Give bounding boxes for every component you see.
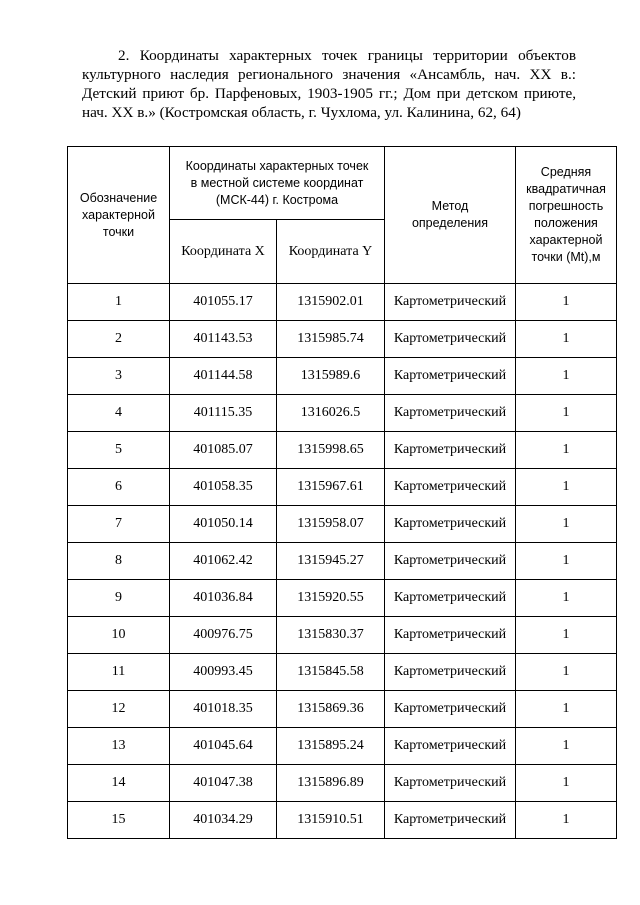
table-row: [68, 395, 617, 432]
cell-method: Картометрический: [385, 469, 516, 506]
cell-error: 1: [516, 580, 617, 617]
header-coord-x: Координата X: [170, 220, 277, 284]
cell-error: 1: [516, 506, 617, 543]
cell-coord-y: 1315902.01: [277, 284, 385, 321]
cell-method: Картометрический: [385, 580, 516, 617]
cell-method: Картометрический: [385, 728, 516, 765]
table-row: [68, 580, 617, 617]
cell-method: Картометрический: [385, 543, 516, 580]
cell-method: Картометрический: [385, 321, 516, 358]
cell-error: 1: [516, 358, 617, 395]
document-heading: [82, 46, 576, 122]
cell-coord-x: 400976.75: [170, 617, 277, 654]
table-row: [68, 691, 617, 728]
cell-coord-x: 400993.45: [170, 654, 277, 691]
cell-coord-x: 401085.07: [170, 432, 277, 469]
cell-method: Картометрический: [385, 765, 516, 802]
cell-coord-y: 1315830.37: [277, 617, 385, 654]
table-body: [68, 284, 617, 839]
cell-error: 1: [516, 395, 617, 432]
cell-point-number: 6: [68, 469, 170, 506]
cell-method: Картометрический: [385, 691, 516, 728]
cell-coord-x: 401050.14: [170, 506, 277, 543]
cell-coord-x: 401018.35: [170, 691, 277, 728]
cell-error: 1: [516, 432, 617, 469]
table-row: [68, 358, 617, 395]
cell-point-number: 11: [68, 654, 170, 691]
table-row: [68, 432, 617, 469]
cell-coord-y: 1315998.65: [277, 432, 385, 469]
cell-point-number: 3: [68, 358, 170, 395]
cell-coord-y: 1315985.74: [277, 321, 385, 358]
cell-point-number: 9: [68, 580, 170, 617]
table-row: [68, 506, 617, 543]
header-coord-y: Координата Y: [277, 220, 385, 284]
cell-coord-y: 1315989.6: [277, 358, 385, 395]
cell-coord-y: 1315896.89: [277, 765, 385, 802]
cell-coord-x: 401143.53: [170, 321, 277, 358]
cell-coord-y: 1315920.55: [277, 580, 385, 617]
table-row: [68, 469, 617, 506]
cell-coord-x: 401062.42: [170, 543, 277, 580]
cell-method: Картометрический: [385, 802, 516, 839]
cell-method: Картометрический: [385, 284, 516, 321]
cell-point-number: 12: [68, 691, 170, 728]
cell-coord-x: 401036.84: [170, 580, 277, 617]
cell-error: 1: [516, 802, 617, 839]
cell-method: Картометрический: [385, 432, 516, 469]
coordinates-table: [67, 146, 617, 839]
cell-method: Картометрический: [385, 617, 516, 654]
cell-point-number: 5: [68, 432, 170, 469]
cell-method: Картометрический: [385, 358, 516, 395]
header-method: Метод определения: [385, 147, 516, 284]
cell-error: 1: [516, 765, 617, 802]
cell-coord-x: 401115.35: [170, 395, 277, 432]
cell-point-number: 4: [68, 395, 170, 432]
cell-coord-y: 1315845.58: [277, 654, 385, 691]
table-row: [68, 284, 617, 321]
cell-error: 1: [516, 543, 617, 580]
cell-error: 1: [516, 728, 617, 765]
cell-point-number: 2: [68, 321, 170, 358]
header-coordinates: Координаты характерных точек в местной системе координат (МСК-44) г. Кострома: [170, 147, 385, 220]
cell-method: Картометрический: [385, 506, 516, 543]
table-row: [68, 617, 617, 654]
header-error: Средняя квадратичная погрешность положения характерной точки (Mt),м: [516, 147, 617, 284]
cell-point-number: 1: [68, 284, 170, 321]
cell-error: 1: [516, 469, 617, 506]
cell-coord-y: 1315945.27: [277, 543, 385, 580]
cell-coord-x: 401034.29: [170, 802, 277, 839]
table-row: [68, 543, 617, 580]
cell-point-number: 13: [68, 728, 170, 765]
cell-coord-y: 1315910.51: [277, 802, 385, 839]
table-row: [68, 654, 617, 691]
table-row: [68, 321, 617, 358]
cell-coord-y: 1315895.24: [277, 728, 385, 765]
cell-method: Картометрический: [385, 654, 516, 691]
cell-point-number: 8: [68, 543, 170, 580]
table-row: [68, 765, 617, 802]
cell-error: 1: [516, 654, 617, 691]
cell-error: 1: [516, 617, 617, 654]
cell-coord-x: 401055.17: [170, 284, 277, 321]
heading-text: 2. Координаты характерных точек границы территории объектов культурного наследия регионального значения «Ансамбль, нач. XX в.: Детский приют бр. Парфеновых, 1903-1905 гг.; Дом при детском приюте, нач. XX в.» (Костромская область, г. Чухлома, ул. Калинина, 62, 64): [82, 47, 576, 121]
cell-coord-y: 1315967.61: [277, 469, 385, 506]
cell-coord-x: 401047.38: [170, 765, 277, 802]
cell-error: 1: [516, 321, 617, 358]
table-header: [68, 147, 617, 284]
header-point-designation: Обозначение характерной точки: [68, 147, 170, 284]
cell-coord-x: 401045.64: [170, 728, 277, 765]
table-row: [68, 802, 617, 839]
cell-point-number: 7: [68, 506, 170, 543]
cell-point-number: 14: [68, 765, 170, 802]
cell-coord-y: 1316026.5: [277, 395, 385, 432]
cell-point-number: 15: [68, 802, 170, 839]
cell-method: Картометрический: [385, 395, 516, 432]
cell-coord-y: 1315958.07: [277, 506, 385, 543]
cell-coord-x: 401144.58: [170, 358, 277, 395]
cell-coord-x: 401058.35: [170, 469, 277, 506]
cell-error: 1: [516, 691, 617, 728]
cell-point-number: 10: [68, 617, 170, 654]
cell-error: 1: [516, 284, 617, 321]
table-row: [68, 728, 617, 765]
cell-coord-y: 1315869.36: [277, 691, 385, 728]
